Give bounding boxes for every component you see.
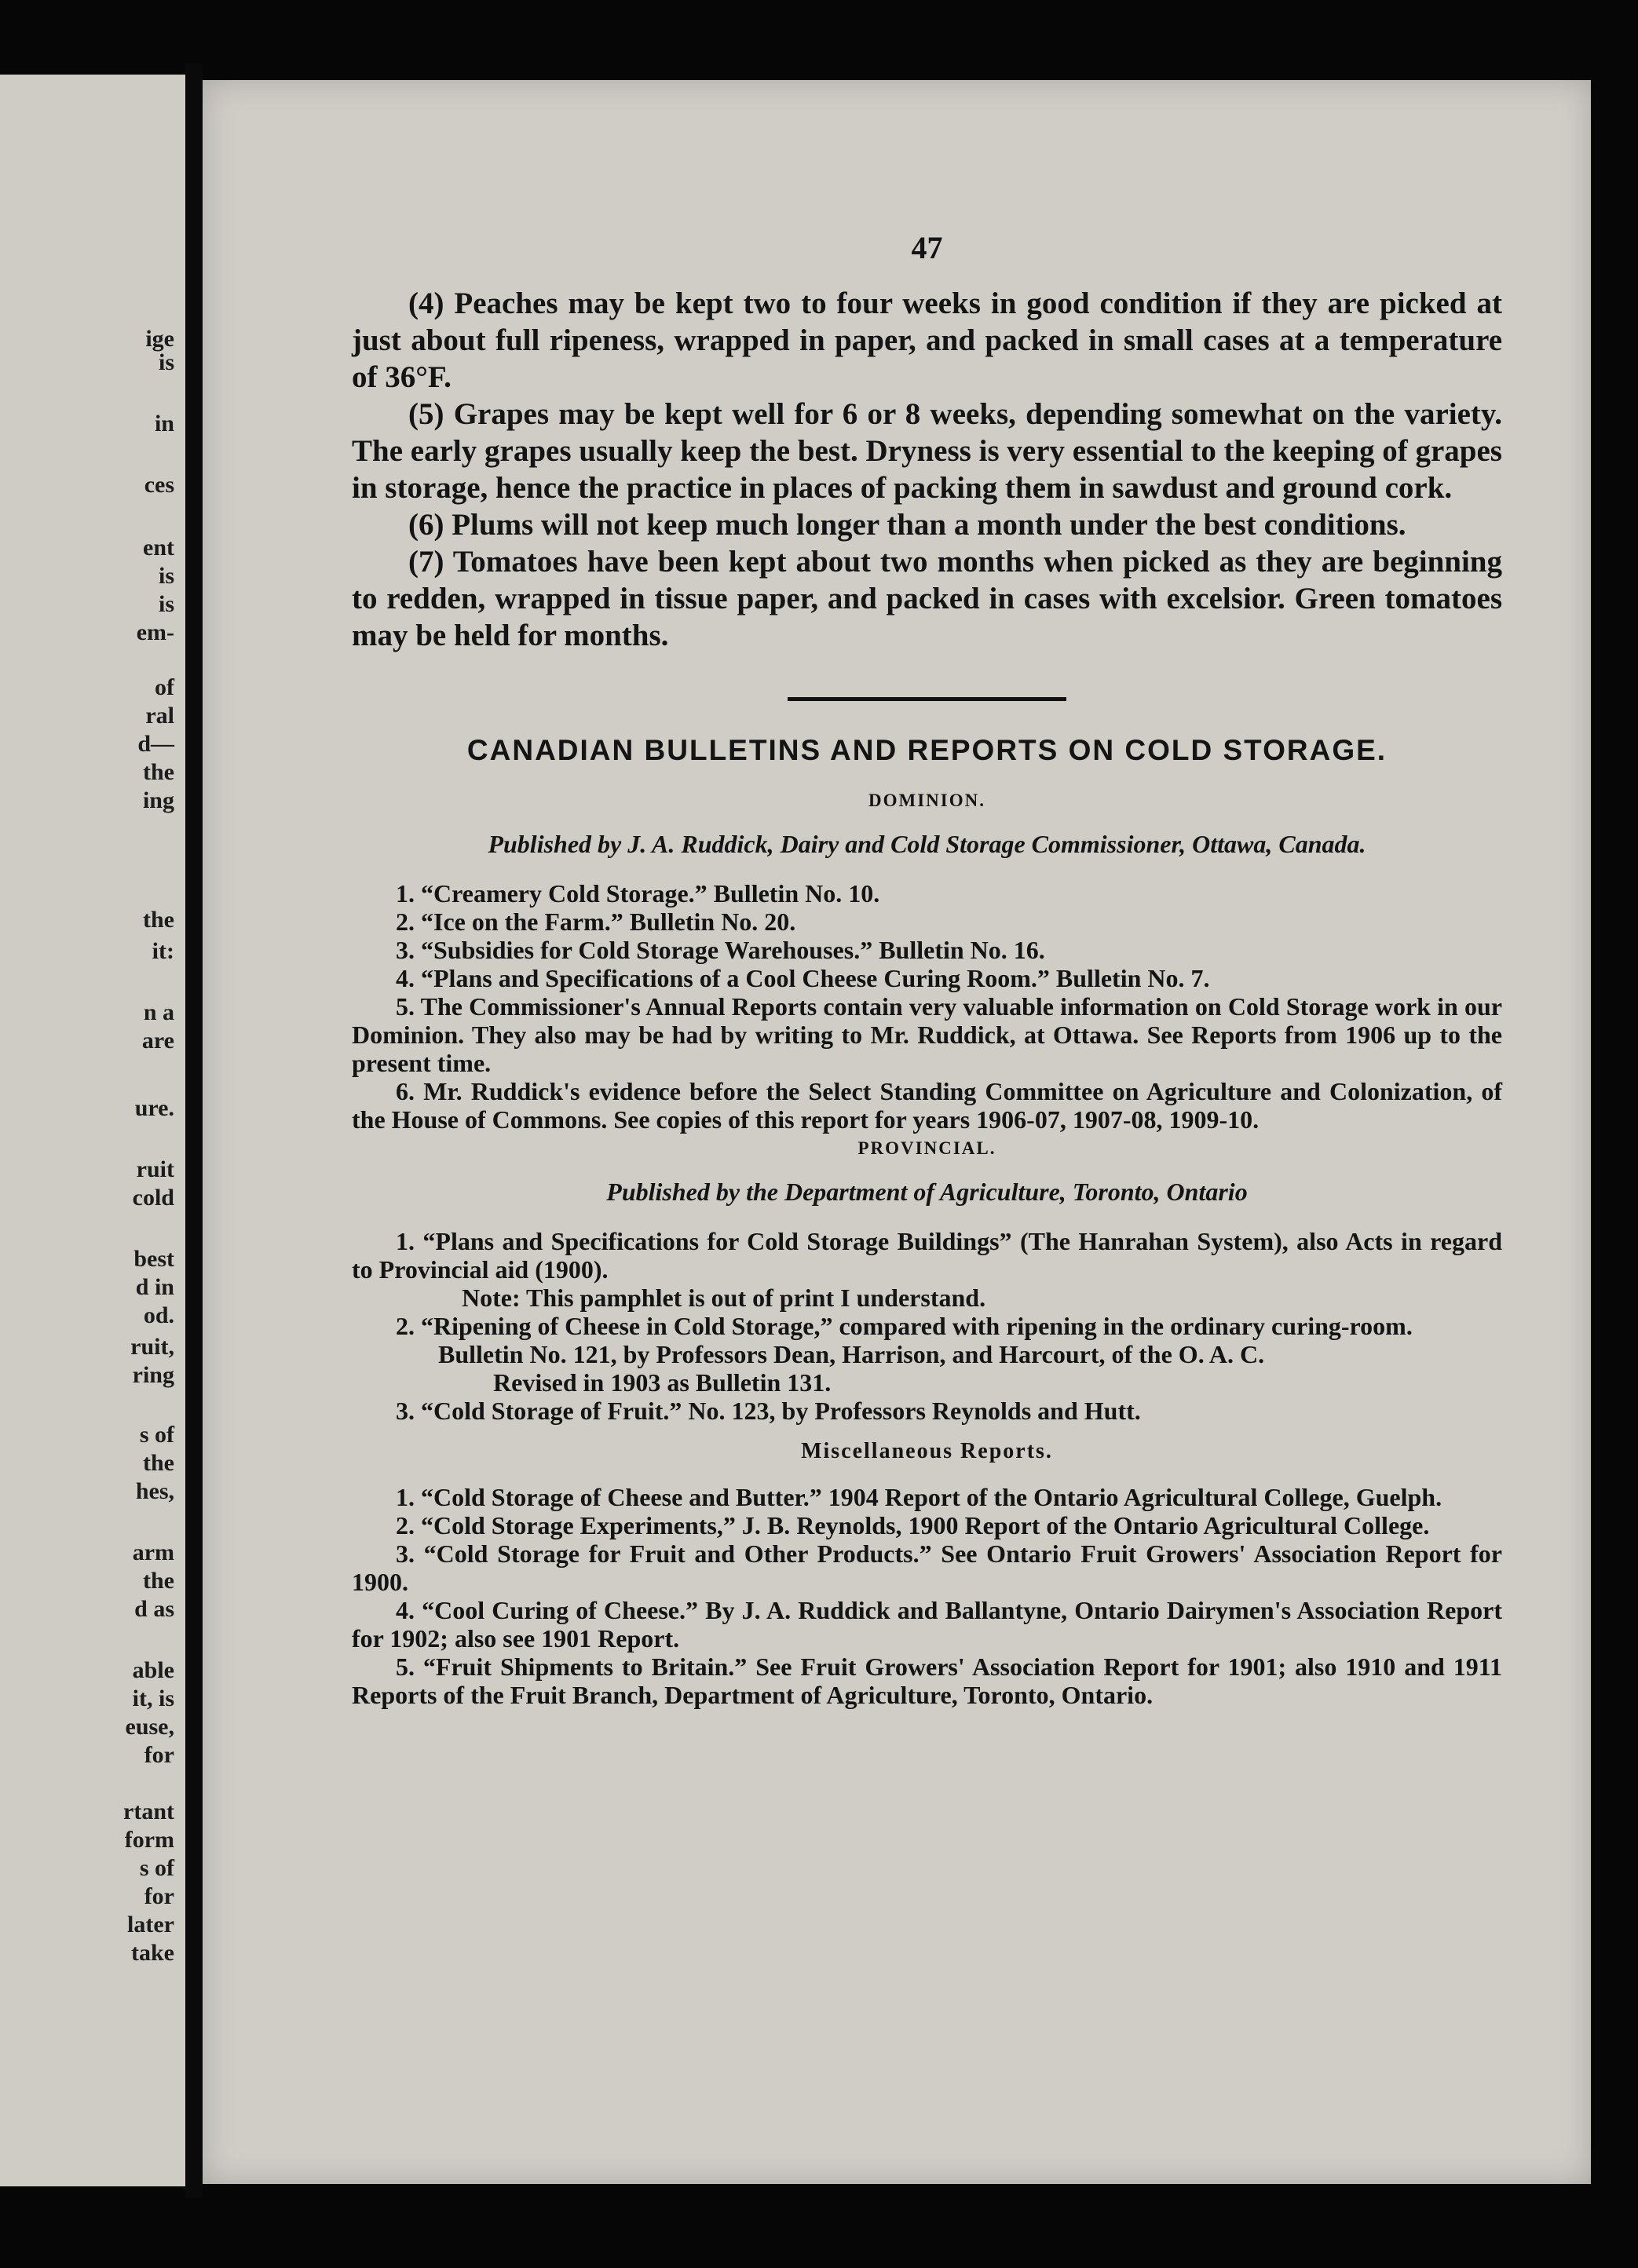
- margin-fragment: ring: [132, 1362, 174, 1388]
- book-spine-gutter: [185, 63, 203, 2198]
- provincial-revised-line: Revised in 1903 as Bulletin 131.: [493, 1368, 832, 1397]
- margin-fragment: take: [131, 1940, 174, 1966]
- margin-fragment: n a: [143, 999, 174, 1025]
- margin-fragment: the: [143, 1450, 174, 1476]
- dominion-item: 6. Mr. Ruddick's evidence before the Select Standing Committee on Agriculture and Colonization, of the House of Commons. See copies of this report for years 1906-07, 1907-08, 1909-10.: [352, 1077, 1502, 1134]
- margin-fragment: later: [127, 1912, 174, 1937]
- scanned-page: [203, 80, 1591, 2184]
- provincial-item: 2. “Ripening of Cheese in Cold Storage,” compared with ripening in the ordinary curing-room.: [396, 1312, 1413, 1340]
- page-content: [352, 229, 1502, 1709]
- misc-item: 2. “Cold Storage Experiments,” J. B. Reynolds, 1900 Report of the Ontario Agricultural College.: [396, 1511, 1430, 1539]
- dominion-item: 5. The Commissioner's Annual Reports contain very valuable information on Cold Storage work in our Dominion. They also may be had by writing to Mr. Ruddick, at Ottawa. See Reports from 1906 up to the present time.: [352, 992, 1502, 1077]
- paragraph-tomatoes: (7) Tomatoes have been kept about two months when picked as they are beginning to redden, wrapped in tissue paper, and packed in cases with excelsior. Green tomatoes may be held for months.: [352, 545, 1502, 652]
- provincial-item: 3. “Cold Storage of Fruit.” No. 123, by Professors Reynolds and Hutt.: [396, 1397, 1141, 1425]
- provincial-publisher: Published by the Department of Agriculture, Toronto, Ontario: [606, 1178, 1248, 1206]
- margin-fragment: s of: [139, 1422, 174, 1448]
- provincial-note: Note: This pamphlet is out of print I understand.: [462, 1284, 986, 1312]
- margin-fragment: hes,: [135, 1478, 174, 1504]
- provincial-item: 1. “Plans and Specifications for Cold Storage Buildings” (The Hanrahan System), also Acts in regard to Provincial aid (1900).: [352, 1227, 1502, 1284]
- page-number: 47: [911, 230, 943, 265]
- margin-fragment: is: [158, 591, 174, 617]
- section-heading: CANADIAN BULLETINS AND REPORTS ON COLD STORAGE.: [466, 734, 1388, 766]
- margin-fragment: of: [155, 674, 174, 700]
- margin-fragment: ure.: [134, 1095, 174, 1121]
- margin-fragment: ral: [145, 703, 174, 729]
- dominion-item: 3. “Subsidies for Cold Storage Warehouses.” Bulletin No. 16.: [396, 936, 1045, 964]
- miscellaneous-subheading: Miscellaneous Reports.: [801, 1439, 1053, 1463]
- margin-fragment: in: [154, 411, 174, 436]
- section-divider: [788, 697, 1066, 701]
- margin-fragment: for: [144, 1883, 174, 1909]
- margin-fragment: d—: [137, 731, 174, 757]
- margin-fragment: for: [144, 1742, 174, 1768]
- left-page-edge: [0, 75, 185, 2186]
- margin-fragment: rtant: [123, 1799, 174, 1824]
- margin-fragment: are: [141, 1028, 174, 1054]
- margin-fragment: is: [158, 349, 174, 375]
- dominion-item: 2. “Ice on the Farm.” Bulletin No. 20.: [396, 908, 796, 936]
- margin-fragment: able: [132, 1657, 174, 1683]
- misc-item: 5. “Fruit Shipments to Britain.” See Fruit Growers' Association Report for 1901; also 1910 and 1911 Reports of the Fruit Branch, Department of Agriculture, Toronto, Ontario.: [352, 1653, 1502, 1709]
- margin-fragment: is: [158, 563, 174, 589]
- margin-fragment: d as: [134, 1596, 174, 1622]
- misc-item: 4. “Cool Curing of Cheese.” By J. A. Ruddick and Ballantyne, Ontario Dairymen's Association Report for 1902; also see 1901 Report.: [352, 1596, 1502, 1653]
- margin-fragment: ing: [142, 787, 174, 813]
- margin-fragment: euse,: [125, 1714, 174, 1740]
- margin-fragment: ige: [145, 326, 174, 352]
- margin-fragment: od.: [143, 1302, 174, 1328]
- margin-fragment: s of: [139, 1855, 174, 1881]
- dominion-item: 1. “Creamery Cold Storage.” Bulletin No. 10.: [396, 879, 880, 908]
- dominion-publisher: Published by J. A. Ruddick, Dairy and Cold Storage Commissioner, Ottawa, Canada.: [488, 830, 1366, 858]
- margin-fragment: the: [143, 759, 174, 785]
- margin-fragment: ruit: [136, 1156, 174, 1182]
- margin-fragment: ruit,: [130, 1334, 174, 1360]
- paragraph-grapes: (5) Grapes may be kept well for 6 or 8 weeks, depending somewhat on the variety. The early grapes usually keep the best. Dryness is very essential to the keeping of grapes in storage, hence the practice in places of packing them in sawdust and ground cork.: [352, 397, 1502, 505]
- margin-fragment: the: [143, 907, 174, 933]
- margin-fragment: ent: [143, 535, 174, 561]
- provincial-bulletin-line: Bulletin No. 121, by Professors Dean, Harrison, and Harcourt, of the O. A. C.: [438, 1340, 1265, 1368]
- misc-item: 3. “Cold Storage for Fruit and Other Products.” See Ontario Fruit Growers' Association Report for 1900.: [352, 1539, 1502, 1596]
- margin-fragment: form: [124, 1827, 174, 1853]
- margin-fragment: cold: [132, 1185, 174, 1211]
- paragraph-plums: (6) Plums will not keep much longer than a month under the best conditions.: [408, 508, 1406, 542]
- provincial-subheading: PROVINCIAL.: [857, 1138, 996, 1158]
- paragraph-peaches: (4) Peaches may be kept two to four weeks in good condition if they are picked at just about full ripeness, wrapped in paper, and packed in small cases at a temperature of 36°F.: [352, 287, 1502, 394]
- margin-fragment: em-: [136, 619, 174, 645]
- misc-item: 1. “Cold Storage of Cheese and Butter.” 1904 Report of the Ontario Agricultural College, Guelph.: [396, 1483, 1442, 1511]
- margin-fragment: ces: [144, 472, 174, 498]
- margin-fragment: d in: [135, 1274, 174, 1300]
- dominion-item: 4. “Plans and Specifications of a Cool Cheese Curing Room.” Bulletin No. 7.: [396, 964, 1210, 992]
- dominion-subheading: DOMINION.: [868, 791, 985, 810]
- margin-fragment: best: [133, 1246, 174, 1272]
- margin-fragment: it:: [152, 938, 174, 964]
- margin-fragment: it, is: [132, 1685, 174, 1711]
- margin-fragment: arm: [132, 1539, 174, 1565]
- margin-fragment: the: [143, 1568, 174, 1594]
